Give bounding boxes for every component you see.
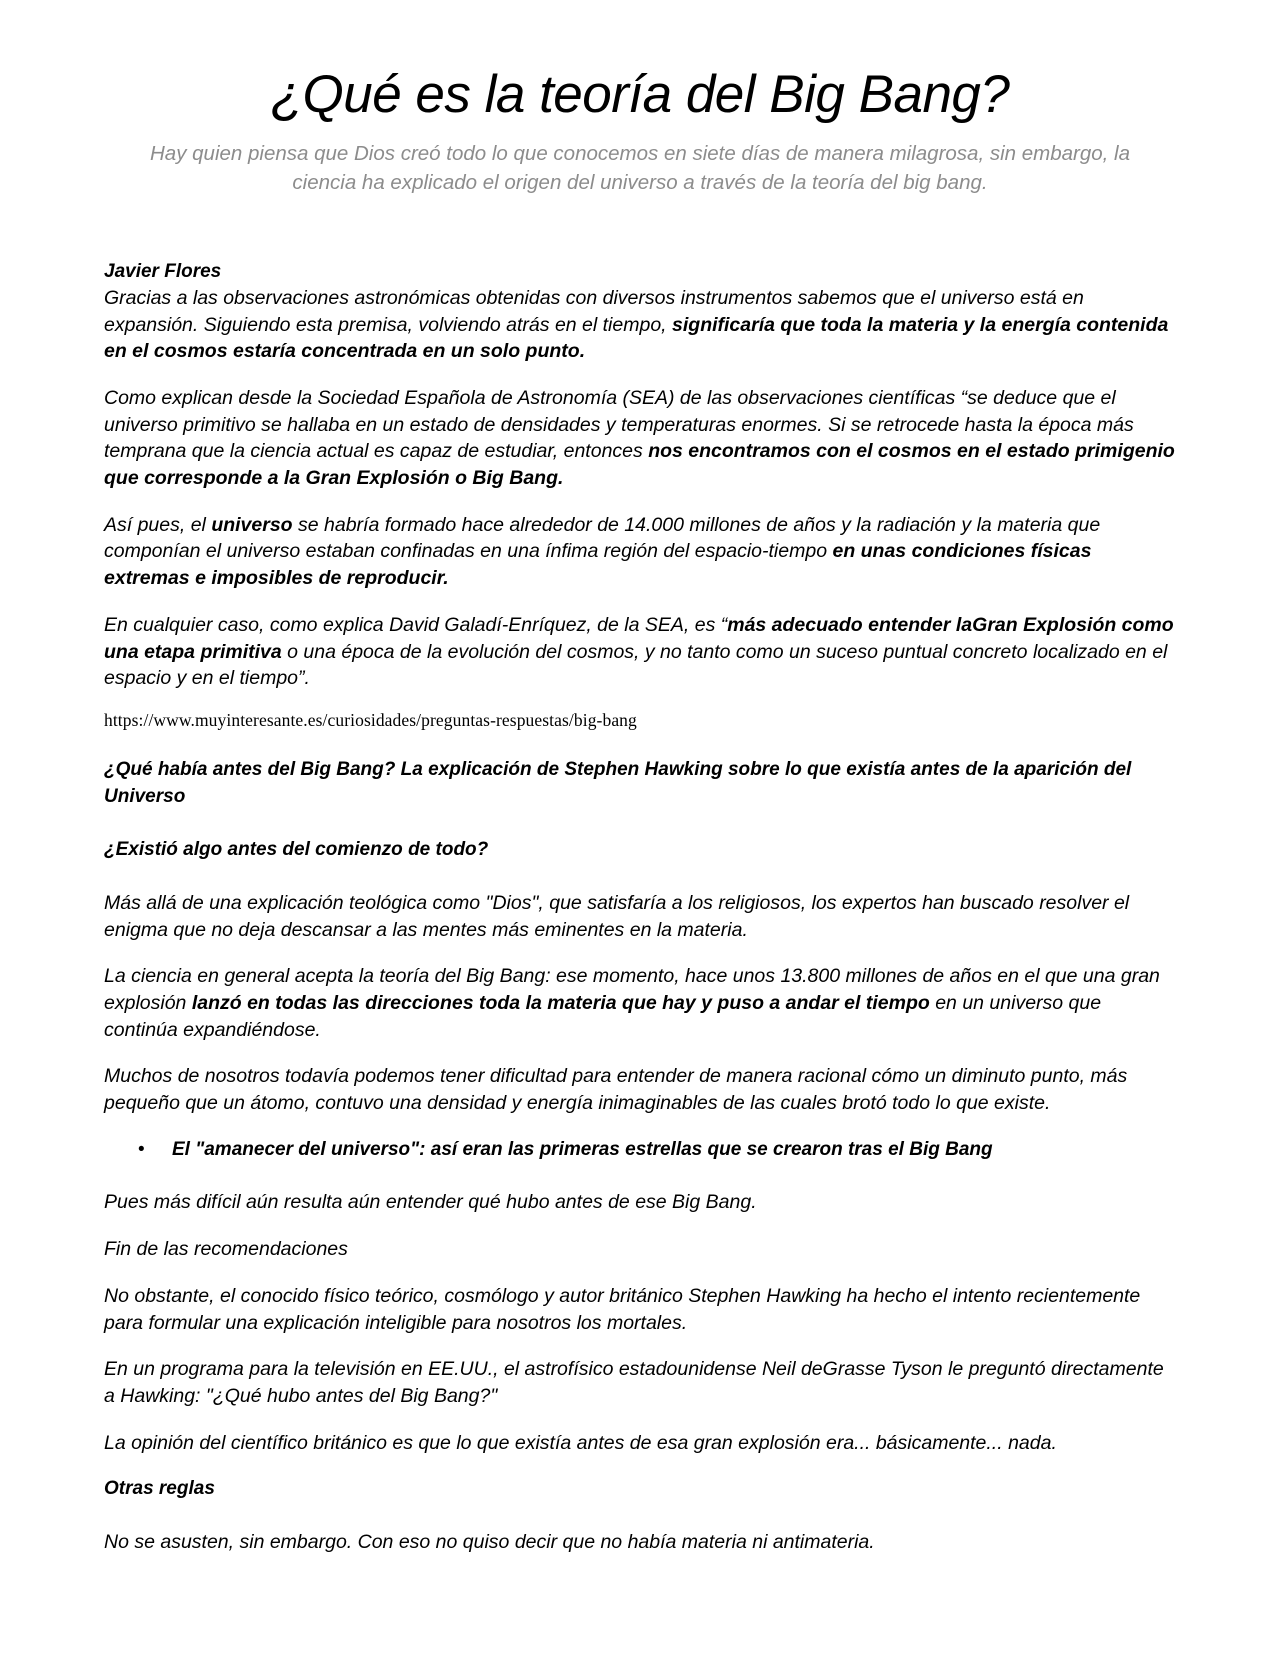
paragraph-4-text-a: En cualquier caso, como explica David Galadí-Enríquez, de la SEA, es “ <box>104 613 728 636</box>
paragraph-5: Más allá de una explicación teológica como "Dios", que satisfaría a los religiosos, los expertos han buscado resolver el enigma que no deja descansar a las mentes más eminentes en la materia. <box>104 891 1130 941</box>
paragraph-11: En un programa para la televisión en EE.UU., el astrofísico estadounidense Neil deGrasse Tyson le preguntó directamente a Hawking: "¿Qué hubo antes del Big Bang?" <box>104 1358 1164 1407</box>
page-title: ¿Qué es la teoría del Big Bang? <box>270 65 1010 124</box>
paragraph-4-text-c: o una época de la evolución del cosmos, y no tanto como un suceso puntual concreto localizado en el espacio y en el tiempo”. <box>104 640 1168 690</box>
paragraph-4 <box>104 612 1176 692</box>
paragraph-3-text-c: se habría formado hace alrededor de 14.000 millones de años y la radiación y la materia que componían el universo estaban confinadas en una ínfima región del espacio-tiempo <box>104 513 1101 563</box>
paragraph-1-text-a: Gracias a las observaciones astronómicas obtenidas con diversos instrumentos sabemos que el universo está en expansión. Siguiendo esta premisa, volviendo atrás en el tiempo, <box>104 286 1084 336</box>
paragraph-12: La opinión del científico británico es que lo que existía antes de esa gran explosión era... básicamente... nada. <box>104 1431 1057 1454</box>
paragraph-4-text-b: más adecuado entender laGran Explosión como una etapa primitiva <box>104 613 1174 663</box>
paragraph-1-text-b: significaría que toda la materia y la energía contenida en el cosmos estaría concentrada en un solo punto. <box>104 313 1169 363</box>
paragraph-6-text-a: La ciencia en general acepta la teoría del Big Bang: ese momento, hace unos 13.800 millones de años en el que una gran explosión <box>104 965 1160 1015</box>
paragraph-2-text-b: nos encontramos con el cosmos en el estado primigenio que corresponde a la Gran Explosión o Big Bang. <box>104 440 1175 490</box>
paragraph-3-text-b: universo <box>211 513 293 536</box>
bullet-icon: • <box>138 1138 145 1160</box>
paragraph-6-text-b: lanzó en todas las direcciones toda la materia que hay y puso a andar el tiempo <box>191 992 930 1015</box>
paragraph-7: Muchos de nosotros todavía podemos tener dificultad para entender de manera racional cómo un diminuto punto, más pequeño que un átomo, contuvo una densidad y energía inimaginables de las cuales brotó todo lo que existe. <box>104 1065 1128 1115</box>
section-heading-1: ¿Qué había antes del Big Bang? La explicación de Stephen Hawking sobre lo que existía antes de la aparición del Universo <box>104 759 1132 807</box>
paragraph-3-text-d: en unas condiciones físicas extremas e imposibles de reproducir. <box>104 540 1092 590</box>
source-url[interactable]: https://www.muyinteresante.es/curiosidades/preguntas-respuestas/big-bang <box>104 710 637 730</box>
section-heading-2: ¿Existió algo antes del comienzo de todo? <box>104 838 489 860</box>
paragraph-1 <box>104 285 1176 365</box>
paragraph-10: No obstante, el conocido físico teórico, cosmólogo y autor británico Stephen Hawking ha hecho el intento recientemente para formular una explicación inteligible para nosotros los mortales. <box>104 1284 1141 1334</box>
paragraph-9: Fin de las recomendaciones <box>104 1238 348 1261</box>
paragraph-6-text-c: en un universo que continúa expandiéndose. <box>104 992 1102 1041</box>
paragraph-6 <box>104 963 1176 1043</box>
paragraph-8: Pues más difícil aún resulta aún entender qué hubo antes de ese Big Bang. <box>104 1191 757 1214</box>
list-item <box>104 1137 1176 1164</box>
paragraph-13: No se asusten, sin embargo. Con eso no quiso decir que no había materia ni antimateria. <box>104 1531 875 1554</box>
paragraph-3-text-a: Así pues, el <box>104 513 212 536</box>
paragraph-3 <box>104 512 1176 592</box>
article-body <box>104 261 1176 1556</box>
list-item-label[interactable]: El "amanecer del universo": así eran las primeras estrellas que se crearon tras el Big Bang <box>172 1138 993 1160</box>
paragraph-2 <box>104 385 1176 492</box>
section-heading-3: Otras reglas <box>104 1478 215 1500</box>
paragraph-2-text-a: Como explican desde la Sociedad Española de Astronomía (SEA) de las observaciones científicas “se deduce que el universo primitivo se hallaba en un estado de densidades y temperaturas enormes. Si se retrocede hasta la época más temprana que la ciencia actual es capaz de estudiar, entonces <box>104 386 1134 463</box>
author-byline: Javier Flores <box>104 260 222 282</box>
page-subtitle: Hay quien piensa que Dios creó todo lo que conocemos en siete días de manera milagrosa, sin embargo, la ciencia ha explicado el origen del universo a través de la teoría del big bang. <box>149 142 1131 194</box>
